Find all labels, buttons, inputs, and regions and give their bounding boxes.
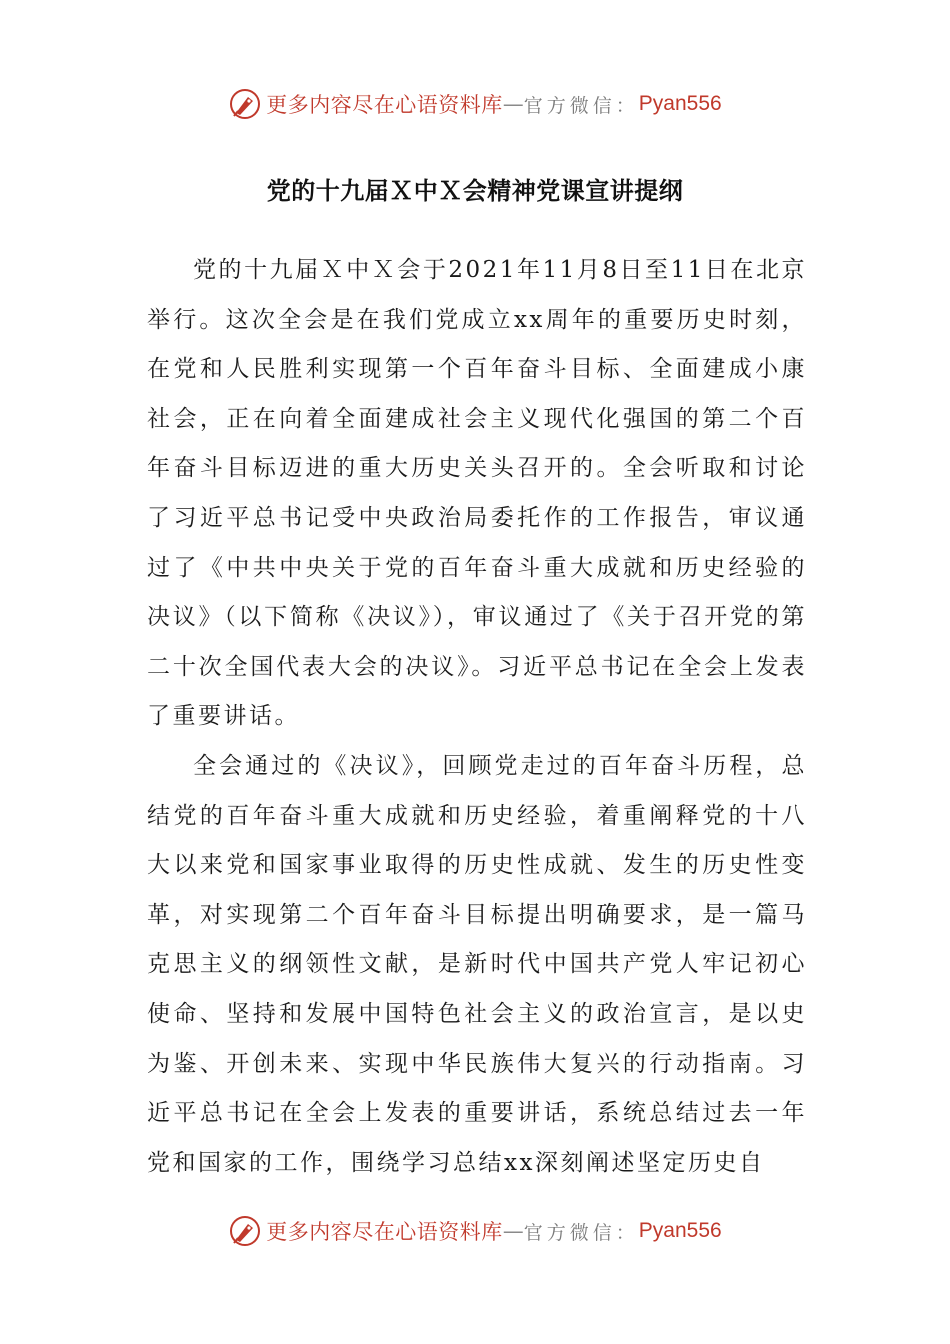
footer-banner bbox=[0, 1211, 950, 1251]
banner-wechat-label: 官方微信： bbox=[523, 1221, 639, 1244]
pen-nib-logo-icon bbox=[228, 87, 262, 121]
banner-dash: — bbox=[502, 1219, 524, 1243]
banner-wechat-id: Pyan556 bbox=[638, 92, 722, 115]
document-body bbox=[147, 246, 807, 1188]
banner-wechat-id: Pyan556 bbox=[638, 1219, 722, 1242]
pen-nib-logo-icon bbox=[228, 1214, 262, 1248]
paragraph-2: 全会通过的《决议》，回顾党走过的百年奋斗历程，总结党的百年奋斗重大成就和历史经验，着重阐释党的十八大以来党和国家事业取得的历史性成就、发生的历史性变革，对实现第二个百年奋斗目标提出明确要求，是一篇马克思主义的纲领性文献，是新时代中国共产党人牢记初心使命、坚持和发展中国特色社会主义的政治宣言，是以史为鉴、开创未来、实现中华民族伟大复兴的行动指南。习近平总书记在全会上发表的重要讲话，系统总结过去一年党和国家的工作，围绕学习总结xx深刻阐述坚定历史自 bbox=[147, 752, 807, 1176]
paragraph-1: 党的十九届Ｘ中Ｘ会于2021年11月8日至11日在北京举行。这次全会是在我们党成立xx周年的重要历史时刻，在党和人民胜利实现第一个百年奋斗目标、全面建成小康社会，正在向着全面建成社会主义现代化强国的第二个百年奋斗目标迈进的重大历史关头召开的。全会听取和讨论了习近平总书记受中央政治局委托作的工作报告，审议通过了《中共中央关于党的百年奋斗重大成就和历史经验的决议》（以下简称《决议》），审议通过了《关于召开党的第二十次全国代表大会的决议》。习近平总书记在全会上发表了重要讲话。 bbox=[147, 257, 807, 730]
banner-brand-text: 更多内容尽在心语资料库 bbox=[266, 1220, 503, 1244]
banner-brand-text: 更多内容尽在心语资料库 bbox=[266, 93, 503, 117]
banner-dash: — bbox=[502, 92, 524, 116]
header-banner bbox=[0, 84, 950, 124]
document-title: 党的十九届Ｘ中Ｘ会精神党课宣讲提纲 bbox=[266, 176, 684, 205]
banner-wechat-label: 官方微信： bbox=[523, 94, 639, 117]
